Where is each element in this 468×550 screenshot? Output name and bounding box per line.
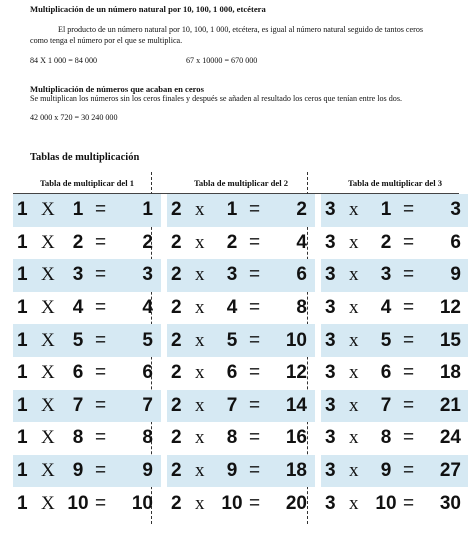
multiplier: 6 (72, 362, 84, 384)
multiplication-tables (13, 172, 459, 524)
multiplier: 2 (380, 231, 392, 253)
factor: 1 (17, 492, 28, 514)
multiplier: 2 (226, 231, 238, 253)
product: 6 (296, 264, 307, 286)
equals-sign: = (95, 264, 107, 286)
multiplier: 5 (226, 329, 238, 351)
section-title-powers-of-ten: Multiplicación de un número natural por 10, 100, 1 000, etcétera (30, 4, 266, 14)
factor: 3 (325, 492, 336, 514)
table-row (321, 455, 468, 488)
equals-sign: = (95, 231, 107, 253)
times-sign: x (349, 460, 359, 482)
times-sign: X (41, 199, 55, 221)
product: 24 (439, 427, 461, 449)
factor: 1 (17, 362, 28, 384)
equals-sign: = (249, 297, 261, 319)
table-row (321, 487, 468, 520)
factor: 2 (171, 492, 182, 514)
multiplier: 6 (380, 362, 392, 384)
equals-sign: = (403, 199, 415, 221)
multiplier: 1 (72, 199, 84, 221)
table-row (321, 259, 468, 292)
product: 1 (142, 199, 153, 221)
times-sign: x (195, 394, 205, 416)
times-sign: x (349, 394, 359, 416)
multiplier: 9 (72, 460, 84, 482)
multiplier: 4 (380, 297, 392, 319)
table-row (167, 227, 315, 260)
table-header: Tabla de multiplicar del 3 (347, 178, 443, 188)
times-sign: x (349, 264, 359, 286)
factor: 1 (17, 199, 28, 221)
factor: 2 (171, 427, 182, 449)
product: 18 (439, 362, 461, 384)
multiplier: 9 (226, 460, 238, 482)
factor: 2 (171, 329, 182, 351)
times-sign: x (195, 329, 205, 351)
times-sign: x (195, 362, 205, 384)
equals-sign: = (249, 264, 261, 286)
multiplier: 7 (72, 394, 84, 416)
product: 12 (285, 362, 307, 384)
product: 21 (439, 394, 461, 416)
section-title-tables: Tablas de multiplicación (30, 152, 140, 163)
multiplier: 8 (380, 427, 392, 449)
multiplier: 1 (380, 199, 392, 221)
multiplier: 6 (226, 362, 238, 384)
factor: 1 (17, 264, 28, 286)
times-sign: x (349, 362, 359, 384)
multiplier: 10 (375, 492, 397, 514)
equals-sign: = (95, 297, 107, 319)
table-row (13, 390, 161, 423)
product: 16 (285, 427, 307, 449)
section-paragraph-powers-of-ten: El producto de un número natural por 10, 100, 1 000, etcétera, es igual al número natural seguido de tantos ceros como tenga el número por el que se multiplica. (30, 25, 424, 45)
times-sign: x (195, 427, 205, 449)
times-sign: X (41, 427, 55, 449)
product: 8 (296, 297, 307, 319)
table-row (167, 194, 315, 227)
table-row (13, 259, 161, 292)
table-column-1 (13, 172, 161, 520)
product: 5 (142, 329, 153, 351)
table-row (167, 422, 315, 455)
table-row (13, 487, 161, 520)
equals-sign: = (403, 231, 415, 253)
equals-sign: = (95, 427, 107, 449)
table-column-3 (321, 172, 468, 520)
table-row (321, 194, 468, 227)
product: 10 (131, 492, 153, 514)
times-sign: x (195, 264, 205, 286)
multiplier: 10 (67, 492, 89, 514)
multiplier: 3 (380, 264, 392, 286)
times-sign: X (41, 492, 55, 514)
times-sign: x (349, 231, 359, 253)
factor: 3 (325, 394, 336, 416)
factor: 3 (325, 329, 336, 351)
times-sign: x (349, 329, 359, 351)
factor: 2 (171, 394, 182, 416)
product: 8 (142, 427, 153, 449)
product: 6 (142, 362, 153, 384)
multiplier: 5 (380, 329, 392, 351)
product: 10 (285, 329, 307, 351)
equals-sign: = (403, 394, 415, 416)
equals-sign: = (249, 329, 261, 351)
product: 9 (142, 460, 153, 482)
times-sign: X (41, 394, 55, 416)
section-title-trailing-zeros: Multiplicación de números que acaban en ceros (30, 84, 204, 94)
equals-sign: = (403, 264, 415, 286)
equals-sign: = (249, 362, 261, 384)
product: 4 (142, 297, 153, 319)
equals-sign: = (249, 199, 261, 221)
times-sign: x (349, 297, 359, 319)
equals-sign: = (95, 492, 107, 514)
product: 12 (439, 297, 461, 319)
times-sign: X (41, 329, 55, 351)
multiplier: 2 (72, 231, 84, 253)
table-row (321, 357, 468, 390)
example-84: 84 X 1 000 = 84 000 (30, 56, 98, 65)
product: 20 (285, 492, 307, 514)
section-paragraph-trailing-zeros: Se multiplican los números sin los ceros finales y después se añaden al resultado los ceros que tenían entre los dos. (30, 94, 403, 103)
multiplier: 3 (226, 264, 238, 286)
multiplier: 8 (72, 427, 84, 449)
table-header: Tabla de multiplicar del 1 (39, 178, 135, 188)
table-row (13, 227, 161, 260)
equals-sign: = (95, 329, 107, 351)
example-67: 67 x 10000 = 670 000 (186, 56, 258, 65)
product: 30 (439, 492, 461, 514)
equals-sign: = (95, 394, 107, 416)
factor: 3 (325, 264, 336, 286)
table-row (13, 422, 161, 455)
table-row (13, 292, 161, 325)
table-row (13, 357, 161, 390)
product: 14 (285, 394, 307, 416)
factor: 1 (17, 394, 28, 416)
equals-sign: = (403, 297, 415, 319)
multiplier: 5 (72, 329, 84, 351)
multiplier: 10 (221, 492, 243, 514)
factor: 3 (325, 231, 336, 253)
product: 9 (450, 264, 461, 286)
table-row (321, 422, 468, 455)
multiplier: 7 (380, 394, 392, 416)
times-sign: x (195, 231, 205, 253)
factor: 2 (171, 297, 182, 319)
multiplier: 4 (226, 297, 238, 319)
product: 2 (142, 231, 153, 253)
times-sign: x (195, 492, 205, 514)
table-row (13, 324, 161, 357)
multiplier: 4 (72, 297, 84, 319)
table-row (167, 324, 315, 357)
example-42000: 42 000 x 720 = 30 240 000 (30, 113, 118, 122)
table-row (321, 324, 468, 357)
multiplier: 7 (226, 394, 238, 416)
factor: 3 (325, 362, 336, 384)
times-sign: X (41, 297, 55, 319)
times-sign: x (195, 460, 205, 482)
table-row (13, 455, 161, 488)
factor: 1 (17, 427, 28, 449)
equals-sign: = (249, 460, 261, 482)
factor: 2 (171, 199, 182, 221)
factor: 3 (325, 297, 336, 319)
equals-sign: = (249, 394, 261, 416)
times-sign: X (41, 460, 55, 482)
product: 27 (439, 460, 461, 482)
equals-sign: = (403, 427, 415, 449)
equals-sign: = (403, 329, 415, 351)
table-row (321, 292, 468, 325)
table-row (167, 357, 315, 390)
factor: 3 (325, 427, 336, 449)
table-header: Tabla de multiplicar del 2 (193, 178, 289, 188)
factor: 3 (325, 460, 336, 482)
times-sign: x (195, 297, 205, 319)
table-row (321, 390, 468, 423)
table-column-2 (167, 172, 315, 520)
factor: 2 (171, 264, 182, 286)
times-sign: x (349, 492, 359, 514)
multiplier: 9 (380, 460, 392, 482)
factor: 1 (17, 460, 28, 482)
factor: 2 (171, 231, 182, 253)
times-sign: X (41, 231, 55, 253)
equals-sign: = (249, 492, 261, 514)
product: 3 (450, 199, 461, 221)
equals-sign: = (249, 427, 261, 449)
times-sign: X (41, 264, 55, 286)
factor: 1 (17, 231, 28, 253)
times-sign: X (41, 362, 55, 384)
product: 3 (142, 264, 153, 286)
table-row (167, 455, 315, 488)
times-sign: x (195, 199, 205, 221)
multiplier: 3 (72, 264, 84, 286)
multiplier: 1 (226, 199, 238, 221)
product: 18 (285, 460, 307, 482)
equals-sign: = (249, 231, 261, 253)
table-row (167, 390, 315, 423)
equals-sign: = (403, 460, 415, 482)
factor: 2 (171, 460, 182, 482)
factor: 2 (171, 362, 182, 384)
product: 7 (142, 394, 153, 416)
table-row (167, 487, 315, 520)
table-row (167, 292, 315, 325)
times-sign: x (349, 427, 359, 449)
factor: 1 (17, 297, 28, 319)
times-sign: x (349, 199, 359, 221)
multiplier: 8 (226, 427, 238, 449)
product: 15 (439, 329, 461, 351)
product: 4 (296, 231, 307, 253)
factor: 3 (325, 199, 336, 221)
equals-sign: = (403, 492, 415, 514)
factor: 1 (17, 329, 28, 351)
equals-sign: = (95, 362, 107, 384)
equals-sign: = (403, 362, 415, 384)
product: 6 (450, 231, 461, 253)
equals-sign: = (95, 199, 107, 221)
table-row (13, 194, 161, 227)
product: 2 (296, 199, 307, 221)
equals-sign: = (95, 460, 107, 482)
table-row (167, 259, 315, 292)
table-row (321, 227, 468, 260)
